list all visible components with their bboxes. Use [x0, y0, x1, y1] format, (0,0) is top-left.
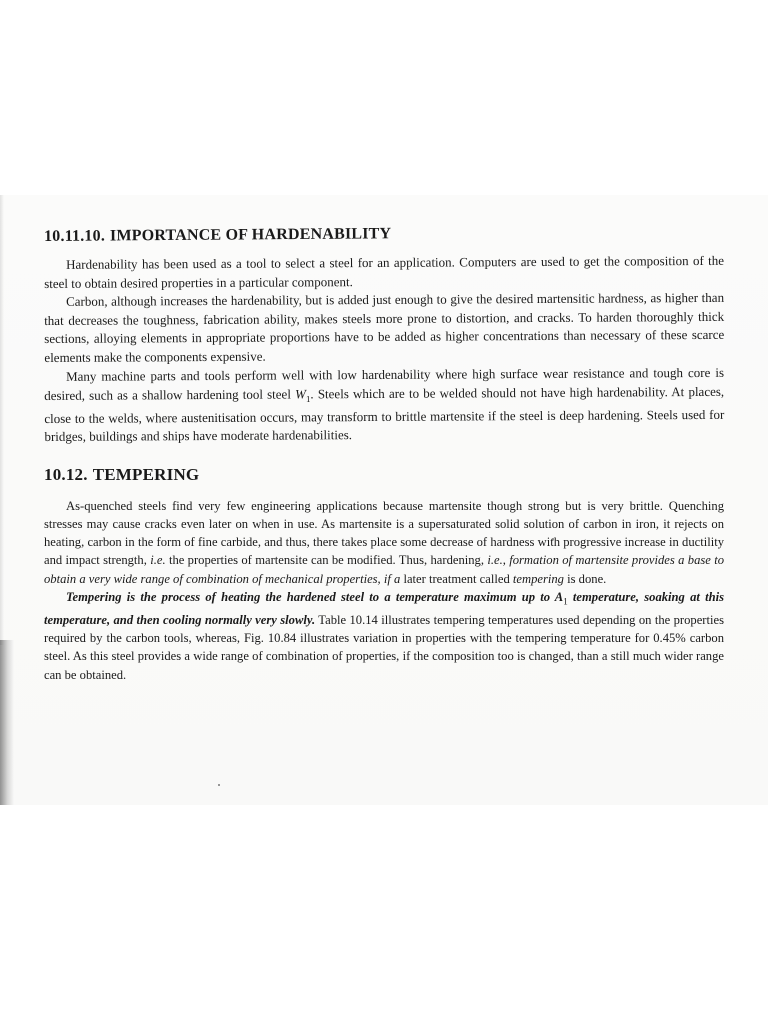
document-body	[44, 225, 725, 684]
text-run: is done.	[563, 571, 607, 586]
definition-run: temperature, soaking at this temperature, and then cooling normally very slowly.	[44, 590, 724, 627]
section-importance-of-hardenability	[44, 225, 725, 447]
paragraph: Carbon, although increases the hardenability, but is added just enough to give the desired martensitic hardness, as higher than that decreases the toughness, fabrication ability, makes steels more prone to distortion, and cracks. To harden thoroughly thick sections, alloying elements in appropriate proportions have to be added as higher concentrations than necessary of these scarce elements make the components expensive.	[44, 290, 725, 365]
paragraph	[44, 363, 724, 446]
scan-speck	[218, 784, 220, 786]
definition-run: Tempering is the process of heating the hardened steel to a temperature maximum up to A	[66, 590, 564, 605]
section-title: TEMPERING	[92, 464, 200, 484]
italic-run: i.e., formation of martensite provides a base to obtain a very wide range of combination of mechanical properties, if a	[44, 553, 725, 586]
section-number: 10.12.	[44, 464, 88, 484]
paragraph: Hardenability has been used as a tool to select a steel for an application. Computers are used to get the composition of the steel to obtain desired properties in a particular component.	[44, 252, 725, 291]
symbol: W	[295, 385, 306, 401]
paragraph	[44, 588, 724, 684]
binding-shadow	[0, 640, 14, 805]
section-title: IMPORTANCE OF HARDENABILITY	[109, 225, 392, 245]
page-edge-shadow	[0, 195, 4, 645]
text-run: Table 10.14 illustrates tempering temperatures used depending on the properties required by the carbon tools, whereas, Fig. 10.84 illustrates variation in properties with the tempering temperature for 0.45% carbon steel. As this steel provides a wide range of combination of properties, if the composition too is changed, than a still much wider range can be obtained.	[44, 612, 724, 682]
text-run: the properties of martensite can be modified. Thus, hardening,	[165, 553, 488, 568]
paragraph	[44, 497, 724, 588]
italic-run: i.e.	[150, 553, 166, 568]
text-run: Many machine parts and tools perform well with low hardenability where high surface wear resistance and tough core is desired, such as a shallow hardening tool steel	[44, 364, 725, 403]
subscript: 1	[563, 596, 568, 607]
section-number: 10.11.10.	[44, 227, 106, 245]
subscript: 1	[305, 393, 311, 404]
section-tempering	[44, 465, 724, 684]
text-run: later treatment called	[400, 571, 513, 586]
italic-run: tempering	[512, 571, 564, 586]
text-run: As-quenched steels find very few engineering applications because martensite though strong but is very brittle. Quenching stresses may cause cracks even later on when in use. As martensite is a supersaturated solid solution of carbon in iron, it rejects on heating, carbon in the form of fine carbide, and thus, there takes place some decrease of hardness with progressive increase in ductility and impact strength,	[44, 498, 724, 568]
section-heading	[44, 465, 724, 485]
text-run: . Steels which are to be welded should not have high hardenability. At places, close to the welds, where austenitisation occurs, may transform to brittle martensite if the steel is deep hardening. Steels used for bridges, buildings and ships have moderate hardenabilities.	[44, 383, 725, 444]
